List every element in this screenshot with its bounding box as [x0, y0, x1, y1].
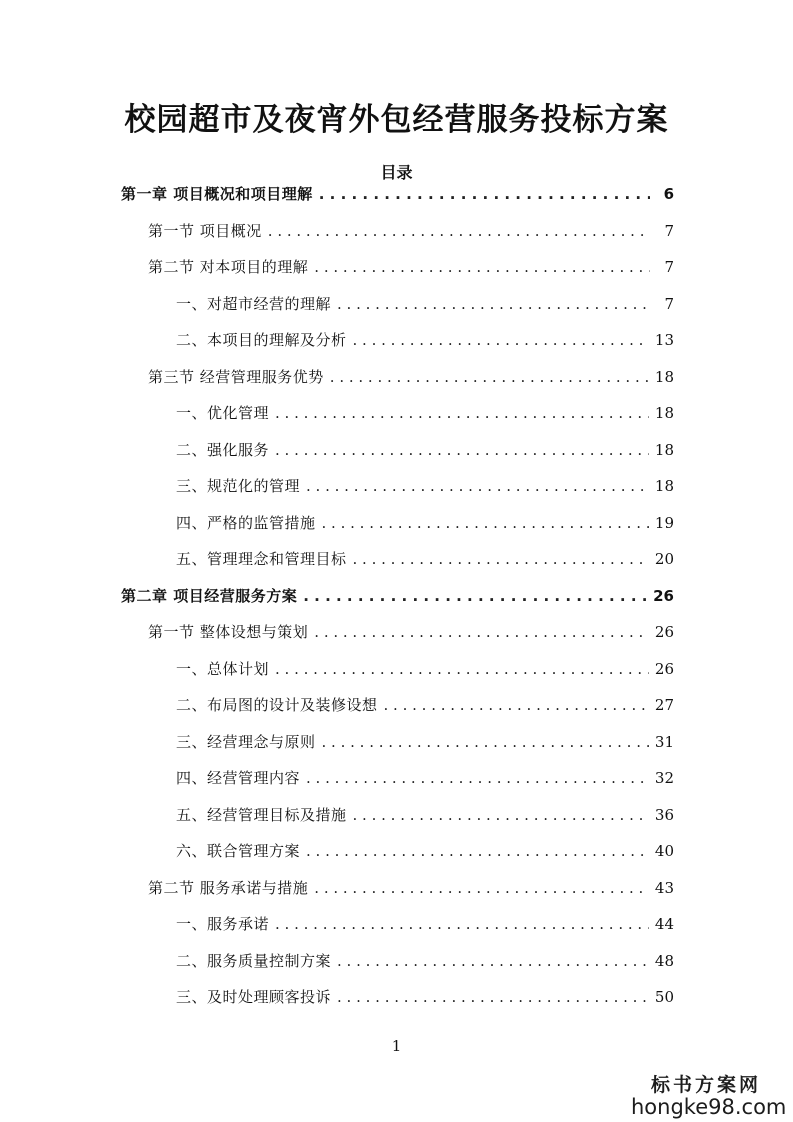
toc-entry-page: 18 [654, 440, 674, 459]
toc-dot-leader [314, 879, 649, 897]
page-number: 1 [391, 1037, 402, 1055]
toc-dot-leader [322, 733, 649, 751]
toc-entry[interactable] [148, 621, 674, 645]
toc-entry[interactable] [176, 840, 674, 864]
toc-dot-leader [353, 550, 649, 568]
toc-entry-page: 13 [654, 331, 674, 349]
toc-entry[interactable] [176, 731, 674, 755]
toc-entry-page: 48 [654, 951, 674, 970]
toc-dot-leader [322, 514, 649, 532]
toc-entry-label: 第二章 项目经营服务方案 [121, 586, 298, 605]
toc-entry[interactable] [176, 804, 674, 828]
toc-dot-leader [306, 477, 649, 495]
toc-entry-label: 五、管理理念和管理目标 [176, 550, 347, 568]
toc-entry-label: 六、联合管理方案 [176, 842, 301, 860]
toc-entry[interactable] [176, 986, 674, 1010]
toc-entry-page: 26 [654, 623, 674, 641]
site-watermark [631, 1070, 787, 1119]
toc-entry-label: 三、及时处理顾客投诉 [176, 988, 332, 1006]
toc-entry-page: 27 [654, 696, 674, 714]
toc-dot-leader [275, 404, 649, 422]
toc-entry-page: 26 [654, 659, 674, 678]
toc-entry-label: 一、优化管理 [176, 404, 270, 422]
toc-entry[interactable] [176, 329, 674, 353]
toc-dot-leader [314, 258, 650, 276]
toc-entry-label: 四、严格的监管措施 [176, 513, 316, 532]
toc-dot-leader [337, 988, 649, 1006]
toc-dot-leader [275, 660, 649, 678]
toc-entry-page: 43 [654, 878, 674, 897]
toc-entry-page: 44 [654, 915, 674, 933]
toc-entry-page: 20 [654, 550, 674, 568]
toc-dot-leader [275, 441, 649, 459]
toc-entry-page: 18 [654, 404, 674, 422]
toc-entry-label: 一、总体计划 [176, 659, 270, 678]
toc-entry-label: 三、规范化的管理 [176, 477, 301, 495]
toc-entry[interactable] [176, 475, 674, 499]
toc-dot-leader [319, 185, 650, 203]
toc-entry-page: 26 [653, 586, 674, 605]
toc-dot-leader [330, 368, 649, 386]
toc-entry[interactable] [176, 548, 674, 572]
toc-dot-leader [337, 295, 650, 313]
toc-entry[interactable] [176, 402, 674, 426]
toc-entry-label: 第二节 对本项目的理解 [148, 258, 309, 276]
toc-dot-leader [306, 842, 649, 860]
toc-entry-page: 32 [654, 769, 674, 787]
toc-entry[interactable] [176, 658, 674, 682]
toc-entry-label: 第一节 整体设想与策划 [148, 623, 309, 641]
toc-dot-leader [268, 222, 650, 240]
toc-entry-page: 31 [654, 732, 674, 751]
toc-entry-page: 40 [654, 842, 674, 860]
toc-entry[interactable] [176, 512, 674, 536]
toc-dot-leader [337, 952, 649, 970]
toc-entry-label: 四、经营管理内容 [176, 769, 301, 787]
toc-dot-leader [306, 769, 649, 787]
toc-entry-page: 7 [664, 221, 674, 240]
toc-dot-leader [353, 806, 649, 824]
toc-entry-label: 五、经营管理目标及措施 [176, 805, 347, 824]
toc-entry[interactable] [176, 293, 674, 317]
toc-entry-label: 第一章 项目概况和项目理解 [121, 185, 313, 203]
toc-entry-label: 三、经营理念与原则 [176, 732, 316, 751]
toc-entry-label: 第三节 经营管理服务优势 [148, 367, 324, 386]
toc-entry-label: 二、布局图的设计及装修设想 [176, 696, 378, 714]
document-title: 校园超市及夜宵外包经营服务投标方案 [124, 102, 669, 138]
toc-entry[interactable] [176, 694, 674, 718]
toc-entry-page: 6 [663, 185, 674, 203]
toc-entry[interactable] [148, 256, 674, 280]
toc-entry[interactable] [148, 366, 674, 390]
toc-dot-leader [353, 331, 649, 349]
toc-entry[interactable] [176, 950, 674, 974]
toc-entry[interactable] [121, 183, 674, 207]
toc-entry-label: 一、服务承诺 [176, 915, 270, 933]
toc-dot-leader [275, 915, 649, 933]
toc-entry[interactable] [121, 585, 674, 609]
toc-entry-label: 二、服务质量控制方案 [176, 951, 332, 970]
watermark-url: hongke98.com [631, 1095, 787, 1119]
toc-entry-label: 一、对超市经营的理解 [176, 294, 332, 313]
toc-dot-leader [384, 696, 649, 714]
toc-entry[interactable] [148, 220, 674, 244]
toc-entry[interactable] [176, 913, 674, 937]
toc-entry[interactable] [176, 439, 674, 463]
toc-entry[interactable] [176, 767, 674, 791]
toc-entry[interactable] [148, 877, 674, 901]
toc-entry-page: 7 [664, 294, 674, 313]
toc-entry-label: 第二节 服务承诺与措施 [148, 878, 309, 897]
toc-entry-label: 二、本项目的理解及分析 [176, 331, 347, 349]
toc-dot-leader [303, 587, 647, 605]
toc-entry-page: 7 [664, 258, 674, 276]
toc-heading: 目录 [380, 163, 413, 182]
toc-entry-page: 18 [654, 367, 674, 386]
toc-entry-label: 第一节 项目概况 [148, 221, 262, 240]
toc-entry-page: 50 [654, 988, 674, 1006]
toc-entry-page: 18 [654, 477, 674, 495]
toc-entry-page: 19 [654, 513, 674, 532]
toc-dot-leader [314, 623, 649, 641]
watermark-site-name: 标书方案网 [650, 1074, 761, 1096]
toc-entry-page: 36 [654, 805, 674, 824]
toc-entry-label: 二、强化服务 [176, 440, 270, 459]
